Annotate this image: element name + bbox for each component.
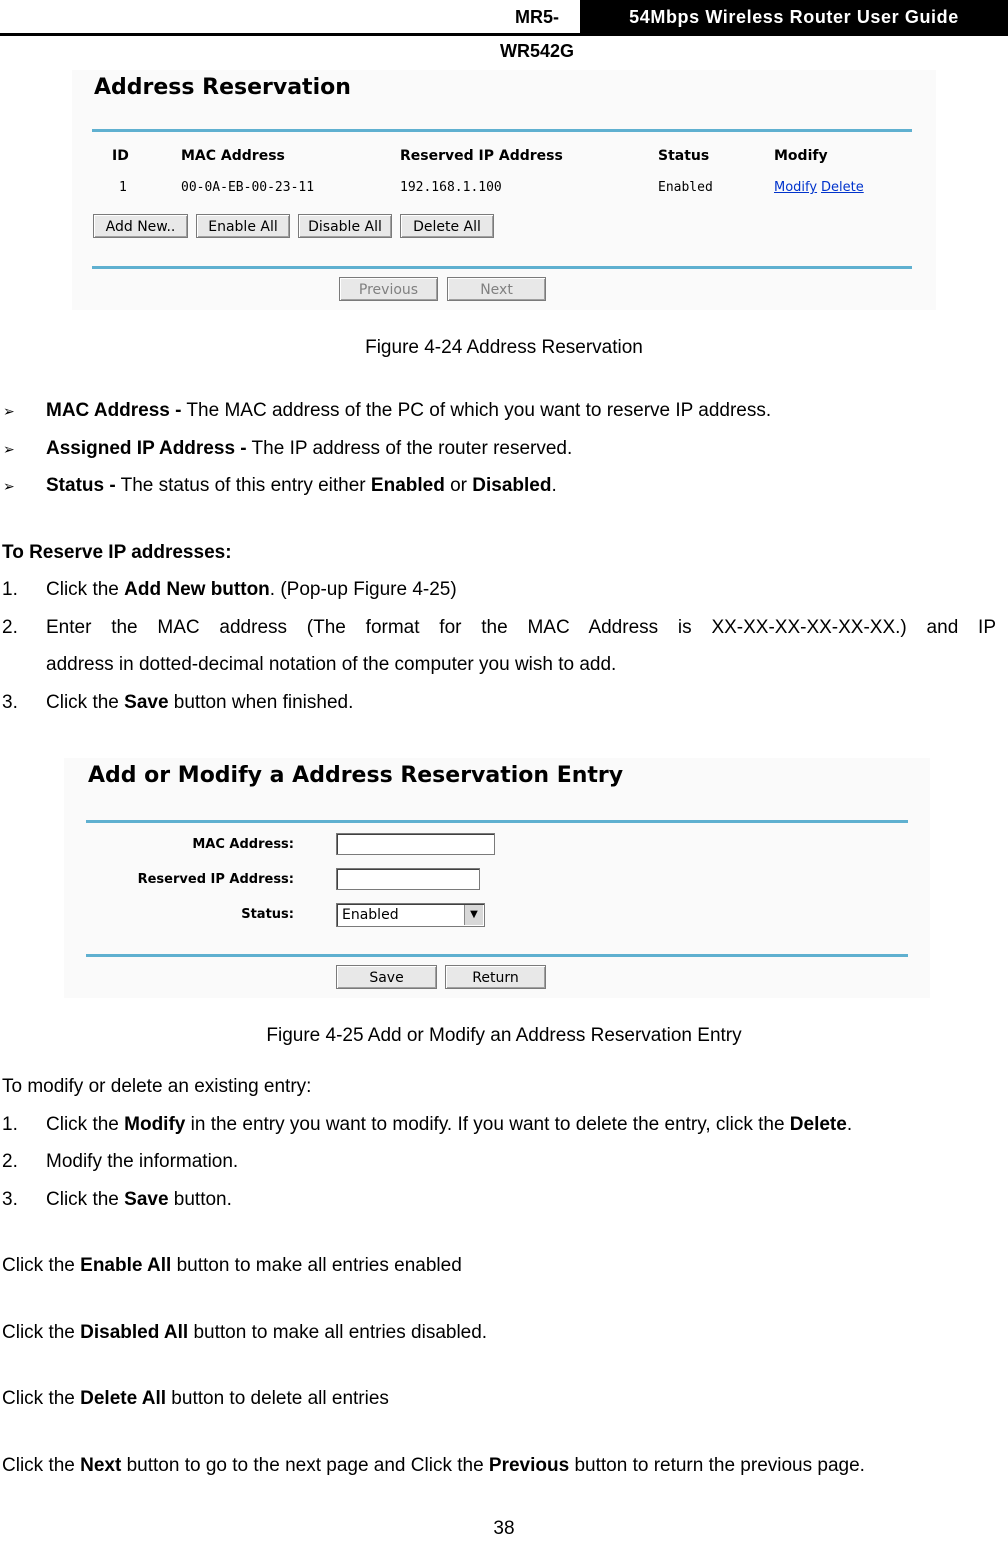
arrow-bullet-icon: ➢ bbox=[3, 441, 15, 457]
next-button[interactable]: Next bbox=[447, 277, 546, 301]
step-number: 2. bbox=[2, 1151, 18, 1172]
save-button[interactable]: Save bbox=[336, 965, 437, 989]
reserve-step-2-line2: address in dotted-decimal notation of the computer you wish to add. bbox=[46, 654, 617, 675]
header-rule bbox=[0, 33, 1008, 36]
bullet-status: Status - The status of this entry either Enabled or Disabled. bbox=[46, 475, 557, 496]
delete-link[interactable]: Delete bbox=[821, 180, 864, 195]
note-disabled-all: Click the Disabled All button to make all entries disabled. bbox=[2, 1322, 488, 1343]
modify-step-3: Click the Save button. bbox=[46, 1189, 232, 1210]
mac-address-input[interactable] bbox=[336, 833, 495, 855]
note-delete-all: Click the Delete All button to delete all entries bbox=[2, 1388, 389, 1409]
modify-link[interactable]: Modify bbox=[774, 180, 818, 195]
figure-24-caption: Figure 4-24 Address Reservation bbox=[365, 337, 643, 358]
divider-bottom bbox=[86, 954, 908, 957]
modify-intro: To modify or delete an existing entry: bbox=[2, 1076, 312, 1097]
return-button[interactable]: Return bbox=[445, 965, 546, 989]
figure-25-caption: Figure 4-25 Add or Modify an Address Reservation Entry bbox=[266, 1025, 742, 1046]
modify-step-1: Click the Modify in the entry you want to modify. If you want to delete the entry, click the Delete. bbox=[46, 1114, 853, 1135]
delete-all-button[interactable]: Delete All bbox=[400, 214, 494, 238]
reserve-step-3: Click the Save button when finished. bbox=[46, 692, 354, 713]
header-title: 54Mbps Wireless Router User Guide bbox=[580, 0, 1008, 34]
note-next-previous: Click the Next button to go to the next page and Click the Previous button to return the previous page. bbox=[2, 1455, 865, 1476]
col-mac: MAC Address bbox=[181, 148, 285, 164]
previous-button[interactable]: Previous bbox=[339, 277, 438, 301]
arrow-bullet-icon: ➢ bbox=[3, 478, 15, 494]
step-number: 3. bbox=[2, 1189, 18, 1210]
mac-address-label: MAC Address: bbox=[192, 837, 294, 852]
divider-top bbox=[86, 820, 908, 823]
address-reservation-panel bbox=[72, 70, 936, 310]
col-ip: Reserved IP Address bbox=[400, 148, 563, 164]
reserved-ip-input[interactable] bbox=[336, 868, 480, 890]
status-selected-value: Enabled bbox=[342, 907, 399, 923]
row-ip: 192.168.1.100 bbox=[400, 180, 502, 195]
modify-step-2: Modify the information. bbox=[46, 1151, 239, 1172]
header-model: MR5-WR542G bbox=[499, 7, 575, 61]
reserved-ip-label: Reserved IP Address: bbox=[137, 872, 294, 887]
col-modify: Modify bbox=[774, 148, 828, 164]
row-id: 1 bbox=[119, 180, 127, 195]
panel-title: Add or Modify a Address Reservation Entry bbox=[88, 763, 624, 788]
reserve-step-2-line1: Enter the MAC address (The format for the MAC Address is XX-XX-XX-XX-XX-XX.) and IP bbox=[46, 617, 996, 638]
disable-all-button[interactable]: Disable All bbox=[298, 214, 392, 238]
col-id: ID bbox=[112, 148, 129, 164]
step-number: 1. bbox=[2, 579, 18, 600]
dropdown-arrow-icon[interactable]: ▼ bbox=[464, 905, 483, 925]
divider-bottom bbox=[92, 266, 912, 269]
panel-title: Address Reservation bbox=[94, 75, 351, 100]
divider-top bbox=[92, 129, 912, 132]
add-new-button[interactable]: Add New.. bbox=[93, 214, 188, 238]
row-mac: 00-0A-EB-00-23-11 bbox=[181, 180, 315, 195]
bullet-mac-address: MAC Address - The MAC address of the PC of which you want to reserve IP address. bbox=[46, 400, 772, 421]
arrow-bullet-icon: ➢ bbox=[3, 403, 15, 419]
step-number: 2. bbox=[2, 617, 18, 638]
reserve-step-1: Click the Add New button. (Pop-up Figure 4-25) bbox=[46, 579, 457, 600]
add-modify-entry-panel bbox=[64, 758, 930, 998]
note-enable-all: Click the Enable All button to make all entries enabled bbox=[2, 1255, 462, 1276]
row-status: Enabled bbox=[658, 180, 713, 195]
page-number: 38 bbox=[493, 1518, 515, 1539]
reserve-heading: To Reserve IP addresses: bbox=[2, 542, 232, 563]
status-select[interactable] bbox=[336, 903, 485, 927]
status-label: Status: bbox=[241, 907, 294, 922]
bullet-assigned-ip: Assigned IP Address - The IP address of the router reserved. bbox=[46, 438, 573, 459]
col-status: Status bbox=[658, 148, 710, 164]
step-number: 3. bbox=[2, 692, 18, 713]
enable-all-button[interactable]: Enable All bbox=[196, 214, 290, 238]
step-number: 1. bbox=[2, 1114, 18, 1135]
